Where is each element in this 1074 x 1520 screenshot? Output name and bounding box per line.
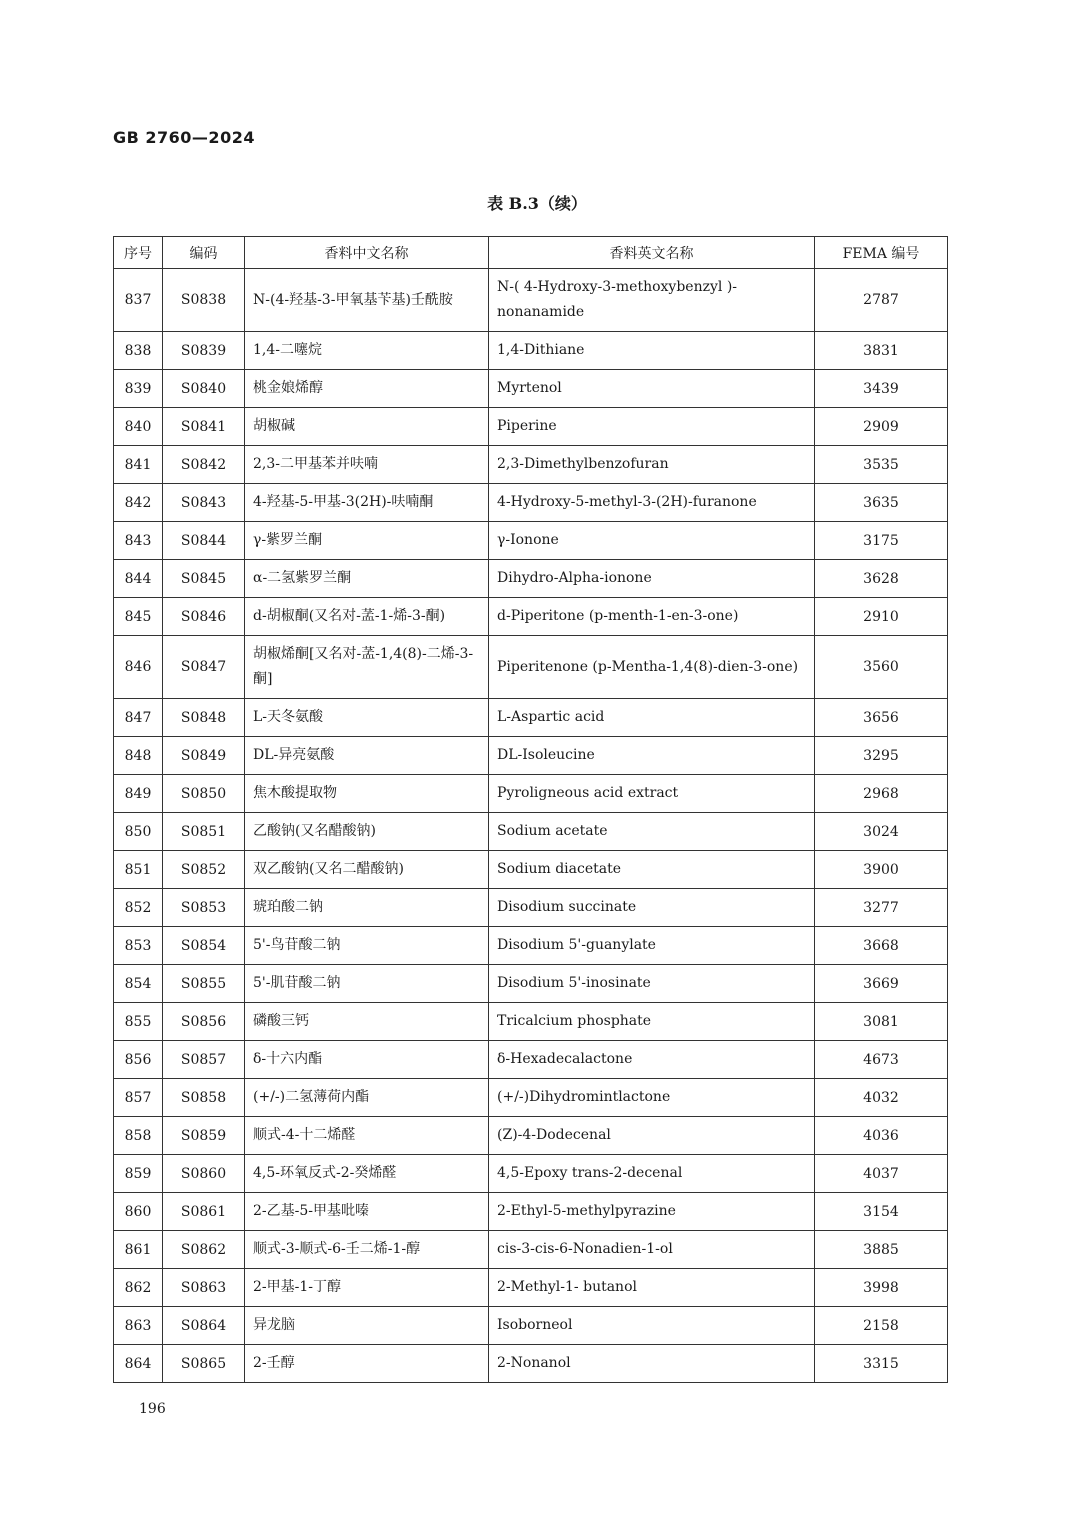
cell-code: S0840 (163, 370, 245, 408)
cell-chinese-name: 桃金娘烯醇 (245, 370, 489, 408)
cell-code: S0858 (163, 1079, 245, 1117)
flavoring-table (113, 236, 948, 1383)
page-number: 196 (139, 1401, 166, 1417)
cell-code: S0845 (163, 560, 245, 598)
cell-fema-number: 3885 (815, 1231, 948, 1269)
table-row (114, 1117, 948, 1155)
cell-code: S0841 (163, 408, 245, 446)
table-row (114, 1307, 948, 1345)
cell-chinese-name: 胡椒烯酮[又名对-䓝-1,4(8)-二烯-3-酮] (245, 636, 489, 699)
table-body (114, 269, 948, 1383)
cell-chinese-name: 乙酸钠(又名醋酸钠) (245, 813, 489, 851)
cell-fema-number: 3998 (815, 1269, 948, 1307)
cell-chinese-name: 顺式-4-十二烯醛 (245, 1117, 489, 1155)
cell-serial: 854 (114, 965, 163, 1003)
cell-fema-number: 3175 (815, 522, 948, 560)
cell-english-name: Disodium 5'-inosinate (489, 965, 815, 1003)
column-header-fema-number: FEMA 编号 (815, 237, 948, 269)
table-row (114, 1003, 948, 1041)
cell-serial: 862 (114, 1269, 163, 1307)
cell-chinese-name: γ-紫罗兰酮 (245, 522, 489, 560)
table-row (114, 737, 948, 775)
cell-fema-number: 3560 (815, 636, 948, 699)
cell-code: S0856 (163, 1003, 245, 1041)
cell-serial: 855 (114, 1003, 163, 1041)
table-row (114, 813, 948, 851)
cell-serial: 850 (114, 813, 163, 851)
cell-english-name: (+/-)Dihydromintlactone (489, 1079, 815, 1117)
cell-english-name: (Z)-4-Dodecenal (489, 1117, 815, 1155)
cell-code: S0863 (163, 1269, 245, 1307)
cell-chinese-name: 双乙酸钠(又名二醋酸钠) (245, 851, 489, 889)
cell-english-name: Sodium diacetate (489, 851, 815, 889)
table-row (114, 1041, 948, 1079)
cell-fema-number: 3081 (815, 1003, 948, 1041)
cell-serial: 860 (114, 1193, 163, 1231)
cell-fema-number: 3656 (815, 699, 948, 737)
cell-chinese-name: 1,4-二噻烷 (245, 332, 489, 370)
table-row (114, 598, 948, 636)
cell-english-name: 2-Nonanol (489, 1345, 815, 1383)
cell-chinese-name: α-二氢紫罗兰酮 (245, 560, 489, 598)
cell-serial: 859 (114, 1155, 163, 1193)
cell-code: S0855 (163, 965, 245, 1003)
cell-fema-number: 3295 (815, 737, 948, 775)
cell-chinese-name: 焦木酸提取物 (245, 775, 489, 813)
cell-chinese-name: 2-壬醇 (245, 1345, 489, 1383)
header-row (114, 237, 948, 269)
cell-fema-number: 4037 (815, 1155, 948, 1193)
cell-serial: 842 (114, 484, 163, 522)
cell-serial: 864 (114, 1345, 163, 1383)
cell-chinese-name: 5'-鸟苷酸二钠 (245, 927, 489, 965)
cell-english-name: Isoborneol (489, 1307, 815, 1345)
column-header-chinese-name: 香料中文名称 (245, 237, 489, 269)
table-row (114, 851, 948, 889)
table-row (114, 1269, 948, 1307)
cell-chinese-name: 顺式-3-顺式-6-壬二烯-1-醇 (245, 1231, 489, 1269)
cell-serial: 857 (114, 1079, 163, 1117)
table-row (114, 775, 948, 813)
cell-code: S0860 (163, 1155, 245, 1193)
cell-code: S0861 (163, 1193, 245, 1231)
cell-fema-number: 3277 (815, 889, 948, 927)
cell-code: S0862 (163, 1231, 245, 1269)
cell-chinese-name: DL-异亮氨酸 (245, 737, 489, 775)
cell-code: S0842 (163, 446, 245, 484)
cell-fema-number: 3635 (815, 484, 948, 522)
table-row (114, 1079, 948, 1117)
table-row (114, 332, 948, 370)
cell-english-name: Piperitenone (p-Mentha-1,4(8)-dien-3-one) (489, 636, 815, 699)
cell-english-name: Disodium succinate (489, 889, 815, 927)
table-row (114, 370, 948, 408)
cell-chinese-name: 4-羟基-5-甲基-3(2H)-呋喃酮 (245, 484, 489, 522)
cell-fema-number: 3024 (815, 813, 948, 851)
cell-fema-number: 3831 (815, 332, 948, 370)
cell-chinese-name: d-胡椒酮(又名对-䓝-1-烯-3-酮) (245, 598, 489, 636)
table-row (114, 1231, 948, 1269)
table-row (114, 560, 948, 598)
cell-serial: 847 (114, 699, 163, 737)
cell-english-name: 2-Methyl-1- butanol (489, 1269, 815, 1307)
table-row (114, 889, 948, 927)
cell-english-name: d-Piperitone (p-menth-1-en-3-one) (489, 598, 815, 636)
cell-fema-number: 3315 (815, 1345, 948, 1383)
document-standard-code: GB 2760—2024 (113, 128, 255, 147)
cell-code: S0859 (163, 1117, 245, 1155)
cell-english-name: 1,4-Dithiane (489, 332, 815, 370)
cell-fema-number: 3154 (815, 1193, 948, 1231)
cell-fema-number: 3628 (815, 560, 948, 598)
table-row (114, 446, 948, 484)
cell-serial: 844 (114, 560, 163, 598)
cell-english-name: γ-Ionone (489, 522, 815, 560)
table-row (114, 927, 948, 965)
cell-english-name: L-Aspartic acid (489, 699, 815, 737)
cell-code: S0839 (163, 332, 245, 370)
cell-code: S0844 (163, 522, 245, 560)
table-row (114, 484, 948, 522)
cell-english-name: cis-3-cis-6-Nonadien-1-ol (489, 1231, 815, 1269)
cell-english-name: Tricalcium phosphate (489, 1003, 815, 1041)
cell-chinese-name: 异龙脑 (245, 1307, 489, 1345)
cell-fema-number: 3669 (815, 965, 948, 1003)
table-row (114, 636, 948, 699)
cell-fema-number: 3668 (815, 927, 948, 965)
cell-code: S0852 (163, 851, 245, 889)
cell-english-name: δ-Hexadecalactone (489, 1041, 815, 1079)
cell-chinese-name: δ-十六内酯 (245, 1041, 489, 1079)
cell-code: S0846 (163, 598, 245, 636)
cell-code: S0851 (163, 813, 245, 851)
cell-code: S0843 (163, 484, 245, 522)
cell-fema-number: 2158 (815, 1307, 948, 1345)
cell-fema-number: 3900 (815, 851, 948, 889)
cell-chinese-name: 5'-肌苷酸二钠 (245, 965, 489, 1003)
table-header (114, 237, 948, 269)
table-row (114, 1345, 948, 1383)
cell-fema-number: 3439 (815, 370, 948, 408)
cell-serial: 851 (114, 851, 163, 889)
cell-fema-number: 4032 (815, 1079, 948, 1117)
cell-serial: 856 (114, 1041, 163, 1079)
cell-chinese-name: 2-乙基-5-甲基吡嗪 (245, 1193, 489, 1231)
cell-english-name: Pyroligneous acid extract (489, 775, 815, 813)
cell-english-name: 2,3-Dimethylbenzofuran (489, 446, 815, 484)
cell-serial: 839 (114, 370, 163, 408)
cell-fema-number: 4036 (815, 1117, 948, 1155)
cell-english-name: 2-Ethyl-5-methylpyrazine (489, 1193, 815, 1231)
cell-code: S0847 (163, 636, 245, 699)
cell-serial: 849 (114, 775, 163, 813)
cell-code: S0849 (163, 737, 245, 775)
cell-chinese-name: 胡椒碱 (245, 408, 489, 446)
cell-english-name: 4-Hydroxy-5-methyl-3-(2H)-furanone (489, 484, 815, 522)
cell-chinese-name: L-天冬氨酸 (245, 699, 489, 737)
table-row (114, 1193, 948, 1231)
table-row (114, 522, 948, 560)
cell-english-name: Dihydro-Alpha-ionone (489, 560, 815, 598)
cell-chinese-name: (+/-)二氢薄荷内酯 (245, 1079, 489, 1117)
cell-code: S0848 (163, 699, 245, 737)
table-row (114, 965, 948, 1003)
table-row (114, 1155, 948, 1193)
cell-chinese-name: N-(4-羟基-3-甲氧基苄基)壬酰胺 (245, 269, 489, 332)
cell-serial: 858 (114, 1117, 163, 1155)
table-row (114, 269, 948, 332)
cell-english-name: Sodium acetate (489, 813, 815, 851)
cell-serial: 853 (114, 927, 163, 965)
cell-english-name: N-( 4-Hydroxy-3-methoxybenzyl )-nonanamide (489, 269, 815, 332)
cell-code: S0864 (163, 1307, 245, 1345)
cell-chinese-name: 2-甲基-1-丁醇 (245, 1269, 489, 1307)
cell-code: S0838 (163, 269, 245, 332)
cell-serial: 861 (114, 1231, 163, 1269)
cell-serial: 838 (114, 332, 163, 370)
cell-english-name: Disodium 5'-guanylate (489, 927, 815, 965)
cell-code: S0850 (163, 775, 245, 813)
cell-fema-number: 4673 (815, 1041, 948, 1079)
column-header-serial: 序号 (114, 237, 163, 269)
cell-serial: 841 (114, 446, 163, 484)
cell-fema-number: 2787 (815, 269, 948, 332)
cell-fema-number: 2910 (815, 598, 948, 636)
table-row (114, 699, 948, 737)
cell-code: S0857 (163, 1041, 245, 1079)
cell-english-name: 4,5-Epoxy trans-2-decenal (489, 1155, 815, 1193)
cell-chinese-name: 磷酸三钙 (245, 1003, 489, 1041)
cell-english-name: DL-Isoleucine (489, 737, 815, 775)
table-title: 表 B.3（续） (487, 194, 587, 213)
cell-english-name: Piperine (489, 408, 815, 446)
table-row (114, 408, 948, 446)
cell-fema-number: 2968 (815, 775, 948, 813)
cell-fema-number: 3535 (815, 446, 948, 484)
cell-english-name: Myrtenol (489, 370, 815, 408)
cell-serial: 843 (114, 522, 163, 560)
cell-code: S0865 (163, 1345, 245, 1383)
column-header-code: 编码 (163, 237, 245, 269)
cell-fema-number: 2909 (815, 408, 948, 446)
cell-serial: 837 (114, 269, 163, 332)
cell-chinese-name: 琥珀酸二钠 (245, 889, 489, 927)
cell-serial: 840 (114, 408, 163, 446)
cell-chinese-name: 4,5-环氧反式-2-癸烯醛 (245, 1155, 489, 1193)
cell-serial: 845 (114, 598, 163, 636)
cell-serial: 852 (114, 889, 163, 927)
cell-serial: 846 (114, 636, 163, 699)
cell-serial: 863 (114, 1307, 163, 1345)
cell-chinese-name: 2,3-二甲基苯并呋喃 (245, 446, 489, 484)
cell-code: S0854 (163, 927, 245, 965)
column-header-english-name: 香料英文名称 (489, 237, 815, 269)
cell-serial: 848 (114, 737, 163, 775)
cell-code: S0853 (163, 889, 245, 927)
